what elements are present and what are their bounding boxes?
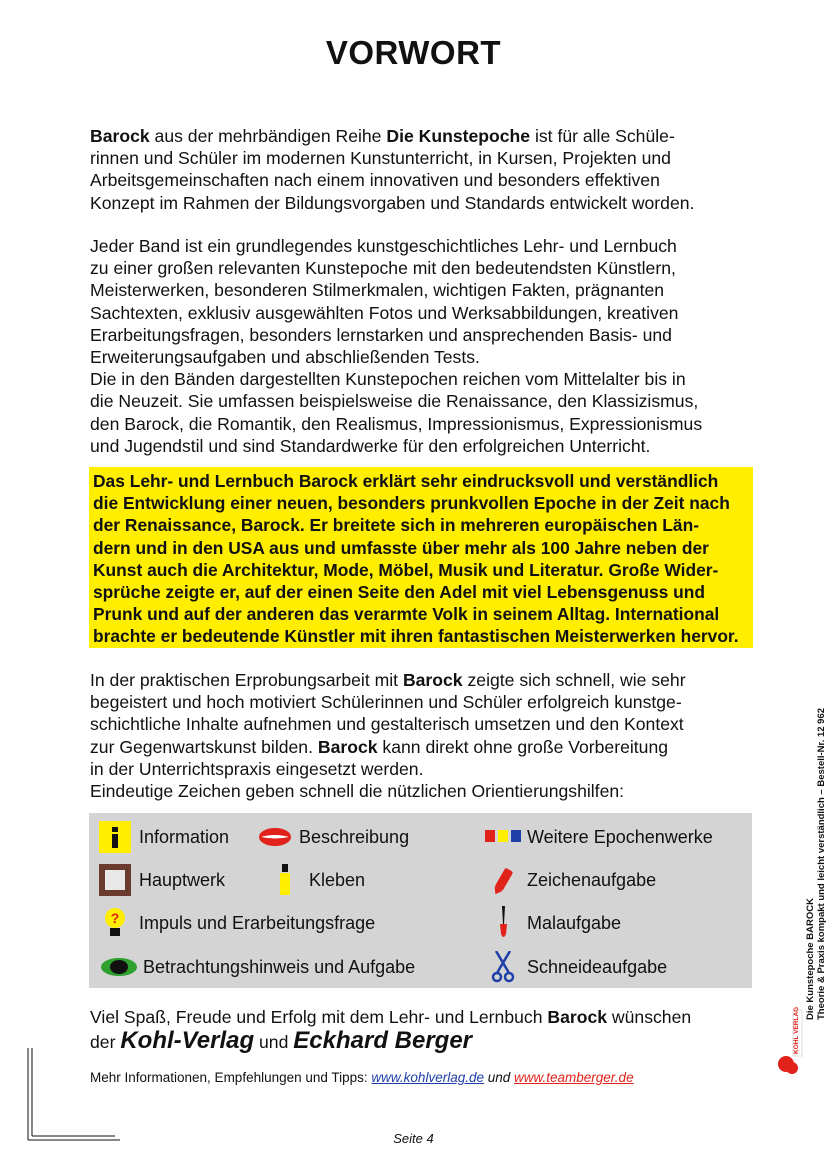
legend-item-information	[97, 822, 229, 852]
text-span: aus der mehrbändigen Reihe	[149, 126, 387, 146]
text-span: wünschen	[607, 1007, 692, 1027]
author-name: Eckhard Berger	[293, 1027, 473, 1054]
publisher-logo	[777, 1008, 807, 1076]
brush-icon	[485, 908, 521, 938]
legend-item-malaufgabe	[485, 908, 621, 938]
legend-item-zeichenaufgabe	[485, 865, 656, 895]
eye-icon	[99, 952, 139, 982]
legend-item-schneideaufgabe	[485, 952, 667, 982]
highlight-text	[93, 470, 739, 648]
teamberger-link[interactable]: www.teamberger.de	[514, 1070, 634, 1085]
text-line: Meisterwerken, besonderen Stilmerkmalen, wichtigen Fakten, prägnanten	[90, 280, 665, 301]
color-squares-icon	[485, 822, 521, 852]
text-span: Viel Spaß, Freude und Erfolg mit dem Lehr- und Lernbuch	[90, 1007, 548, 1027]
text-line: zu einer großen relevanten Kunstepoche mit den bedeutendsten Künstlern,	[90, 258, 676, 279]
series-title: Die Kunstepoche	[386, 126, 531, 146]
info-line	[90, 1070, 634, 1085]
symbol-legend	[89, 813, 752, 988]
svg-text:?: ?	[110, 910, 120, 926]
text-line: Eindeutige Zeichen geben schnell die nützlichen Orientierungshilfen:	[90, 781, 625, 802]
text-line: schichtliche Inhalte aufnehmen und gestalterisch umsetzen und den Kontext	[90, 714, 684, 735]
text-line: brachte er bedeutende Künstler mit ihren fantastischen Meisterwerken hervor.	[93, 626, 739, 647]
series-paragraph	[90, 235, 780, 457]
text-line: Konzept im Rahmen der Bildungsvorgaben und Standards entwickelt worden.	[90, 192, 695, 213]
legend-label: Weitere Epochenwerke	[527, 826, 713, 847]
text-span: Mehr Informationen, Empfehlungen und Tipps:	[90, 1070, 372, 1085]
lips-icon	[257, 822, 293, 852]
legend-item-epochenwerke	[485, 822, 713, 852]
text-span: Barock	[240, 515, 300, 536]
book-title-barock: Barock	[90, 126, 150, 146]
legend-item-kleben	[267, 865, 365, 895]
text-line: sprüche zeigte er, auf der einen Seite den Adel mit viel Lebensgenuss und	[93, 582, 706, 603]
text-span: und	[483, 1070, 515, 1085]
text-line: Arbeitsgemeinschaften nach einem innovativen und besonders effektiven	[90, 170, 660, 191]
legend-item-betrachtung	[99, 952, 415, 982]
legend-label: Betrachtungshinweis und Aufgabe	[143, 956, 416, 977]
kohlverlag-link[interactable]: www.kohlverlag.de	[371, 1070, 484, 1085]
corner-lines	[25, 1048, 125, 1144]
legend-label: Impuls und Erarbeitungsfrage	[139, 912, 376, 933]
text-span: der Renaissance,	[93, 515, 241, 536]
text-span: Barock	[547, 1007, 608, 1027]
legend-item-hauptwerk	[97, 865, 225, 895]
sidebar-line: Die Kunstepoche BAROCK	[805, 898, 816, 1020]
legend-label: Zeichenaufgabe	[527, 869, 657, 890]
sidebar-imprint	[805, 708, 827, 1020]
text-line: dern und in den USA aus und umfasste über mehr als 100 Jahre neben der	[93, 537, 709, 558]
text-line: begeistert und hoch motiviert Schülerinnen und Schüler erfolgreich kunstge-	[90, 692, 682, 713]
sidebar-line: Theorie & Praxis kompakt und leicht verständlich – Bestell-Nr. 12 962	[816, 707, 827, 1020]
text-span: Barock	[298, 471, 358, 491]
text-line: Jeder Band ist ein grundlegendes kunstgeschichtliches Lehr- und Lernbuch	[90, 236, 677, 256]
text-span: zur Gegenwartskunst bilden.	[90, 736, 318, 757]
text-span: erklärt sehr eindrucksvoll und verständlich	[357, 471, 719, 491]
text-line: Die in den Bänden dargestellten Kunstepochen reichen vom Mittelalter bis in	[90, 369, 686, 390]
text-line: in der Unterrichtspraxis eingesetzt werden.	[90, 758, 424, 779]
closing-text	[90, 1005, 691, 1054]
text-line: rinnen und Schüler im modernen Kunstunterricht, in Kursen, Projekten und	[90, 148, 671, 169]
publisher-name: Kohl-Verlag	[120, 1027, 255, 1054]
text-span: der	[90, 1032, 121, 1052]
text-span: . Er breitete sich in mehreren europäischen Län-	[299, 515, 700, 536]
text-line: Kunst auch die Architektur, Mode, Möbel, Musik und Literatur. Große Wider-	[93, 559, 719, 580]
frame-icon	[97, 865, 133, 895]
text-line: die Neuzeit. Sie umfassen beispielsweise die Renaissance, den Klassizismus,	[90, 391, 699, 412]
text-span: zeigte sich schnell, wie sehr	[462, 670, 686, 690]
text-line: Erweiterungsaufgaben und abschließenden Tests.	[90, 347, 480, 368]
legend-label: Schneideaufgabe	[527, 956, 668, 977]
text-line: und Jugendstil und sind Standardwerke für den erfolgreichen Unterricht.	[90, 435, 651, 456]
text-span: Barock	[402, 670, 463, 690]
text-span: In der praktischen Erprobungsarbeit mit	[90, 670, 403, 690]
text-span: Das Lehr- und Lernbuch	[93, 471, 299, 491]
text-line: Prunk und auf der anderen das verarmte Volk in seinem Alltag. International	[93, 604, 720, 625]
glue-stick-icon	[267, 865, 303, 895]
text-line: Sachtexten, exklusiv ausgewählten Fotos und Werksabbildungen, kreativen	[90, 302, 679, 323]
legend-item-impuls	[97, 908, 375, 938]
scissors-icon	[485, 952, 521, 982]
info-icon	[97, 822, 133, 852]
legend-label: Kleben	[309, 869, 366, 890]
legend-label: Beschreibung	[299, 826, 410, 847]
legend-label: Malaufgabe	[527, 912, 622, 933]
lightbulb-icon	[97, 908, 133, 938]
logo-text: KOHL VERLAG	[793, 1006, 800, 1054]
page-number: Seite 4	[393, 1131, 434, 1146]
text-line: Erarbeitungsfragen, besonders lernstarken und ansprechenden Basis- und	[90, 324, 672, 345]
text-span: ist für alle Schüle-	[530, 126, 675, 146]
legend-label: Information	[139, 826, 230, 847]
text-line: den Barock, die Romantik, den Realismus, Impressionismus, Expressionismus	[90, 413, 703, 434]
text-span: und	[254, 1032, 294, 1052]
practice-paragraph	[90, 669, 780, 802]
page-title: VORWORT	[325, 34, 502, 71]
text-span: kann direkt ohne große Vorbereitung	[377, 736, 669, 757]
legend-label: Hauptwerk	[139, 869, 226, 890]
text-line: die Entwicklung einer neuen, besonders prunkvollen Epoche in der Zeit nach	[93, 493, 730, 514]
intro-paragraph	[90, 125, 780, 214]
legend-item-beschreibung	[257, 822, 409, 852]
marker-icon	[485, 865, 521, 895]
text-span: Barock	[317, 736, 378, 757]
